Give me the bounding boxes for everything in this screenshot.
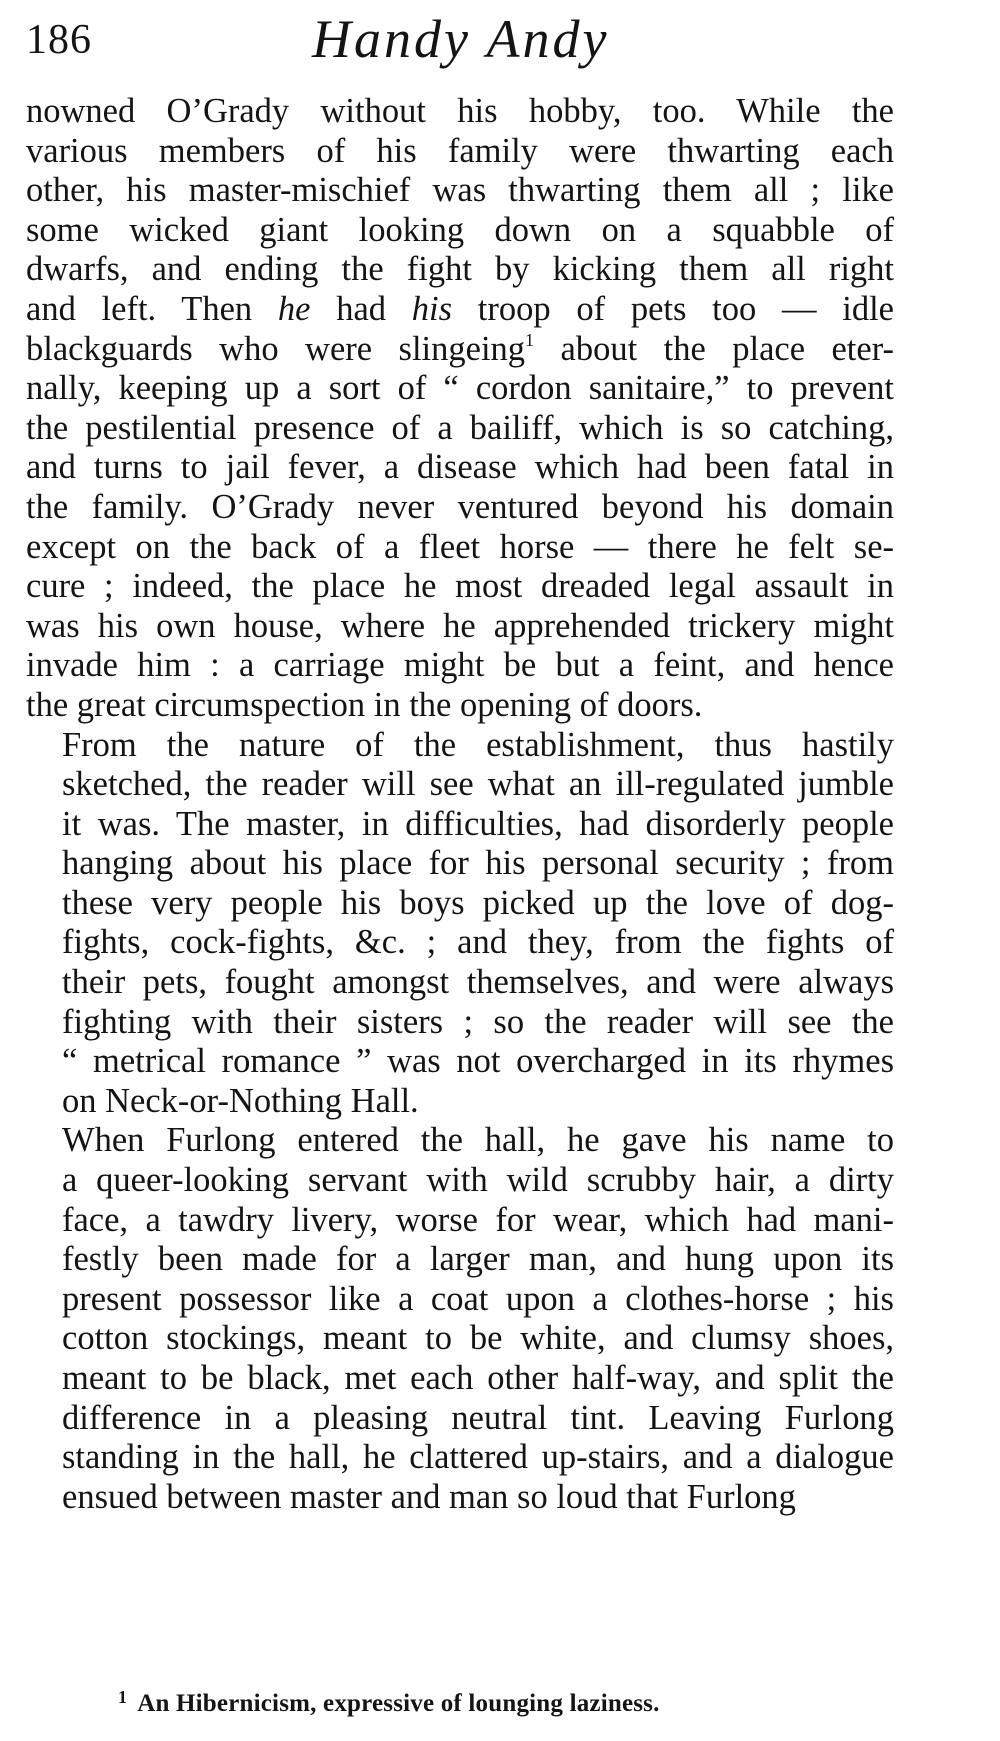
text-line: these very people his boys picked up the love of dog-: [62, 883, 894, 922]
text-line: a queer-looking servant with wild scrubby hair, a dirty: [62, 1161, 894, 1200]
text-line: other, his master-mischief was thwarting them all ; like: [26, 171, 894, 210]
text-line: ensued between master and man so loud that Furlong: [62, 1477, 796, 1516]
text-line: and left. Then he had his troop of pets too — idle: [26, 289, 894, 328]
text-line: it was. The master, in difficulties, had disorderly people: [62, 804, 894, 843]
text-line: cotton stockings, meant to be white, and clumsy shoes,: [62, 1319, 894, 1358]
text-line: the pestilential presence of a bailiff, which is so catching,: [26, 408, 894, 447]
body-text: [26, 92, 894, 1517]
text-line: the family. O’Grady never ventured beyond his domain: [26, 487, 894, 526]
text-line: fighting with their sisters ; so the reader will see the: [62, 1002, 894, 1041]
text-line: fights, cock-fights, &c. ; and they, from the fights of: [62, 923, 894, 962]
text-line: sketched, the reader will see what an ill-regulated jumble: [62, 765, 894, 804]
footnote-marker: 1: [118, 1687, 128, 1707]
text-line: When Furlong entered the hall, he gave his name to: [62, 1121, 894, 1160]
text-line: meant to be black, met each other half-way, and split the: [62, 1359, 894, 1397]
text-line: on Neck-or-Nothing Hall.: [62, 1081, 419, 1120]
text-line: difference in a pleasing neutral tint. Leaving Furlong: [62, 1398, 894, 1437]
text-line: and turns to jail fever, a disease which had been fatal in: [26, 448, 894, 487]
text-line: blackguards who were slingeing$^1$ about the place eter-: [26, 329, 894, 368]
text-line: nally, keeping up a sort of “ cordon sanitaire,” to prevent: [26, 369, 894, 408]
text-line: From the nature of the establishment, thus hastily: [62, 725, 894, 764]
text-line: except on the back of a fleet horse — there he felt se-: [26, 527, 894, 566]
page-number: 186: [26, 17, 92, 63]
text-line: invade him : a carriage might be but a feint, and hence: [26, 646, 894, 685]
text-line: their pets, fought amongst themselves, and were always: [62, 963, 894, 1002]
text-line: was his own house, where he apprehended trickery might: [26, 606, 894, 645]
text-line: festly been made for a larger man, and hung upon its: [62, 1240, 894, 1279]
text-line: standing in the hall, he clattered up-stairs, and a dialogue: [62, 1438, 894, 1477]
text-line: face, a tawdry livery, worse for wear, which had mani-: [62, 1200, 894, 1239]
text-line: hanging about his place for his personal security ; from: [62, 844, 894, 883]
running-title: Handy Andy: [312, 9, 610, 69]
paragraph-2: [26, 726, 894, 1122]
text-line: “ metrical romance ” was not overcharged in its rhymes: [62, 1042, 894, 1081]
text-line: various members of his family were thwarting each: [26, 131, 894, 170]
footnote: [118, 1687, 660, 1718]
text-line: dwarfs, and ending the fight by kicking them all right: [26, 250, 894, 289]
paragraph-3: [26, 1121, 894, 1517]
text-line: cure ; indeed, the place he most dreaded legal assault in: [26, 567, 894, 606]
text-line: present possessor like a coat upon a clothes-horse ; his: [62, 1279, 894, 1318]
text-line: nowned O’Grady without his hobby, too. While the: [26, 92, 894, 130]
footnote-text: An Hibernicism, expressive of lounging laziness.: [137, 1690, 660, 1717]
text-line: the great circumspection in the opening of doors.: [26, 685, 703, 724]
text-line: some wicked giant looking down on a squabble of: [26, 210, 894, 249]
paragraph-1: [26, 92, 894, 726]
